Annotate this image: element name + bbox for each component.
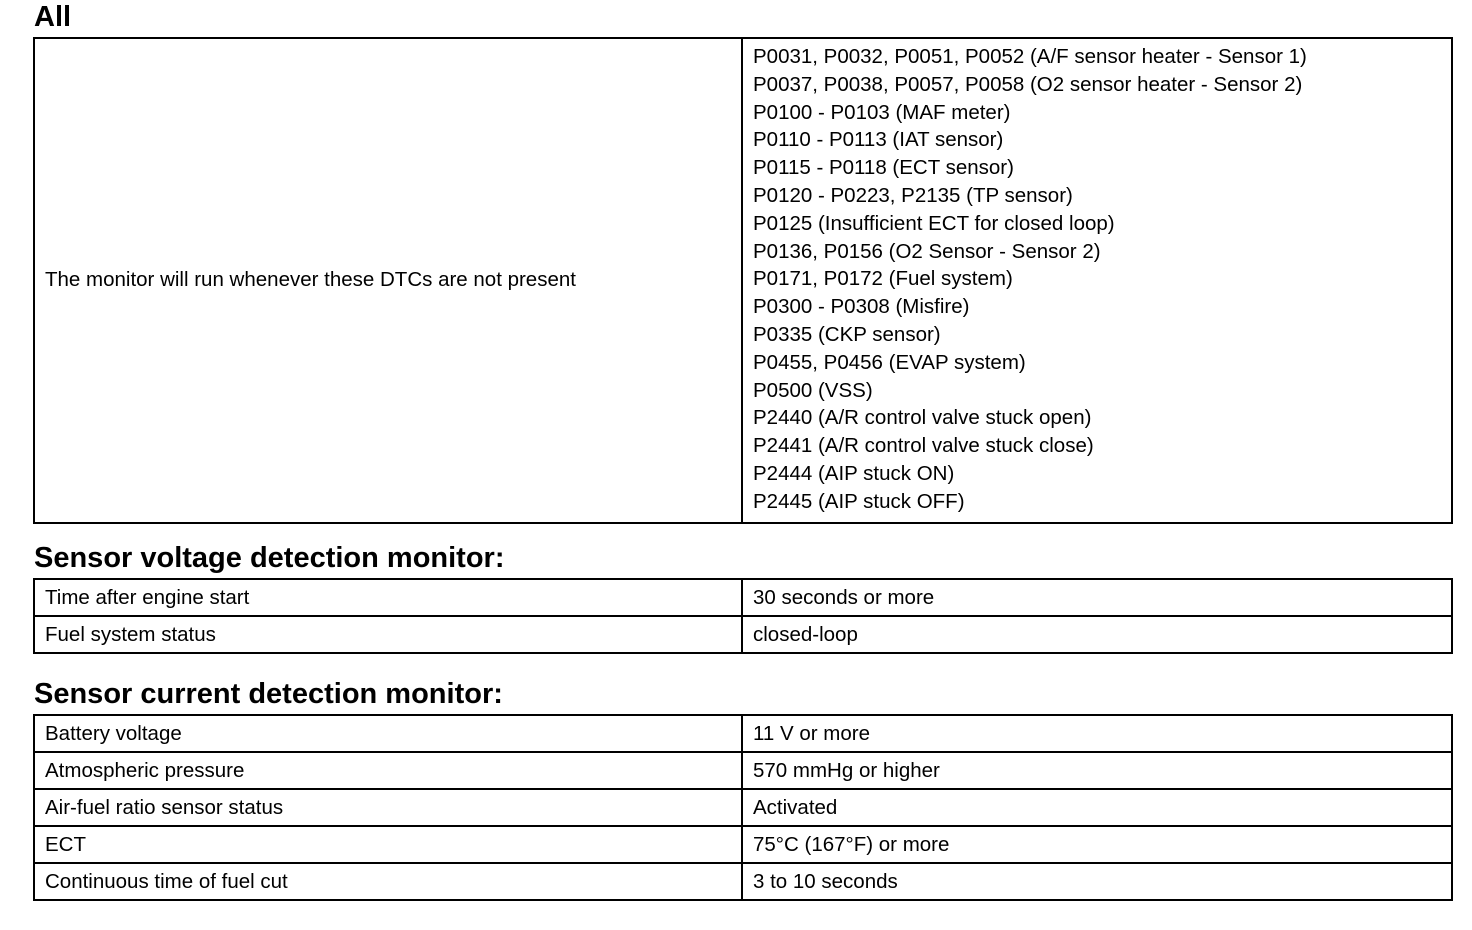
dtc-item: P0171, P0172 (Fuel system) [753, 267, 1013, 291]
dtc-item: P0100 - P0103 (MAF meter) [753, 100, 1011, 124]
condition-label: ECT [34, 826, 742, 863]
condition-label: The monitor will run whenever these DTCs are not present [34, 38, 742, 523]
condition-value: closed-loop [742, 616, 1452, 653]
section-heading-current-monitor: Sensor current detection monitor: [34, 678, 503, 710]
dtc-list-cell [742, 38, 1452, 523]
condition-value: 75°C (167°F) or more [742, 826, 1452, 863]
dtc-item: P0120 - P0223, P2135 (TP sensor) [753, 183, 1073, 207]
dtc-item: P2445 (AIP stuck OFF) [753, 489, 965, 513]
section-heading-voltage-monitor: Sensor voltage detection monitor: [34, 542, 505, 574]
dtc-item: P2444 (AIP stuck ON) [753, 461, 955, 485]
table-row [34, 38, 1452, 523]
dtc-item: P0031, P0032, P0051, P0052 (A/F sensor heater - Sensor 1) [753, 45, 1307, 68]
table-row [34, 616, 1452, 653]
dtc-item: P0136, P0156 (O2 Sensor - Sensor 2) [753, 239, 1101, 263]
dtc-item: P0335 (CKP sensor) [753, 322, 941, 346]
table-row [34, 789, 1452, 826]
condition-value: Activated [742, 789, 1452, 826]
table-row [34, 826, 1452, 863]
dtc-item: P0455, P0456 (EVAP system) [753, 350, 1026, 374]
condition-label: Battery voltage [34, 715, 742, 752]
section-heading-all: All [34, 1, 72, 33]
dtc-item: P0125 (Insufficient ECT for closed loop) [753, 211, 1115, 235]
condition-label: Air-fuel ratio sensor status [34, 789, 742, 826]
current-monitor-table [33, 714, 1453, 901]
dtc-item: P2441 (A/R control valve stuck close) [753, 434, 1094, 458]
table-row [34, 752, 1452, 789]
dtc-item: P0500 (VSS) [753, 378, 873, 402]
condition-label: Fuel system status [34, 616, 742, 653]
condition-label: Continuous time of fuel cut [34, 863, 742, 900]
dtc-exclusion-table [33, 37, 1453, 524]
voltage-monitor-table [33, 578, 1453, 654]
condition-label: Time after engine start [34, 579, 742, 616]
condition-value: 570 mmHg or higher [742, 752, 1452, 789]
condition-label: Atmospheric pressure [34, 752, 742, 789]
condition-value: 11 V or more [742, 715, 1452, 752]
table-row [34, 715, 1452, 752]
dtc-item: P2440 (A/R control valve stuck open) [753, 406, 1092, 430]
table-row [34, 863, 1452, 900]
dtc-item: P0300 - P0308 (Misfire) [753, 295, 970, 319]
dtc-item: P0110 - P0113 (IAT sensor) [753, 128, 1004, 152]
dtc-item: P0115 - P0118 (ECT sensor) [753, 156, 1014, 180]
table-row [34, 579, 1452, 616]
condition-value: 30 seconds or more [742, 579, 1452, 616]
condition-value: 3 to 10 seconds [742, 863, 1452, 900]
dtc-list [753, 39, 1441, 522]
dtc-item: P0037, P0038, P0057, P0058 (O2 sensor heater - Sensor 2) [753, 72, 1303, 96]
